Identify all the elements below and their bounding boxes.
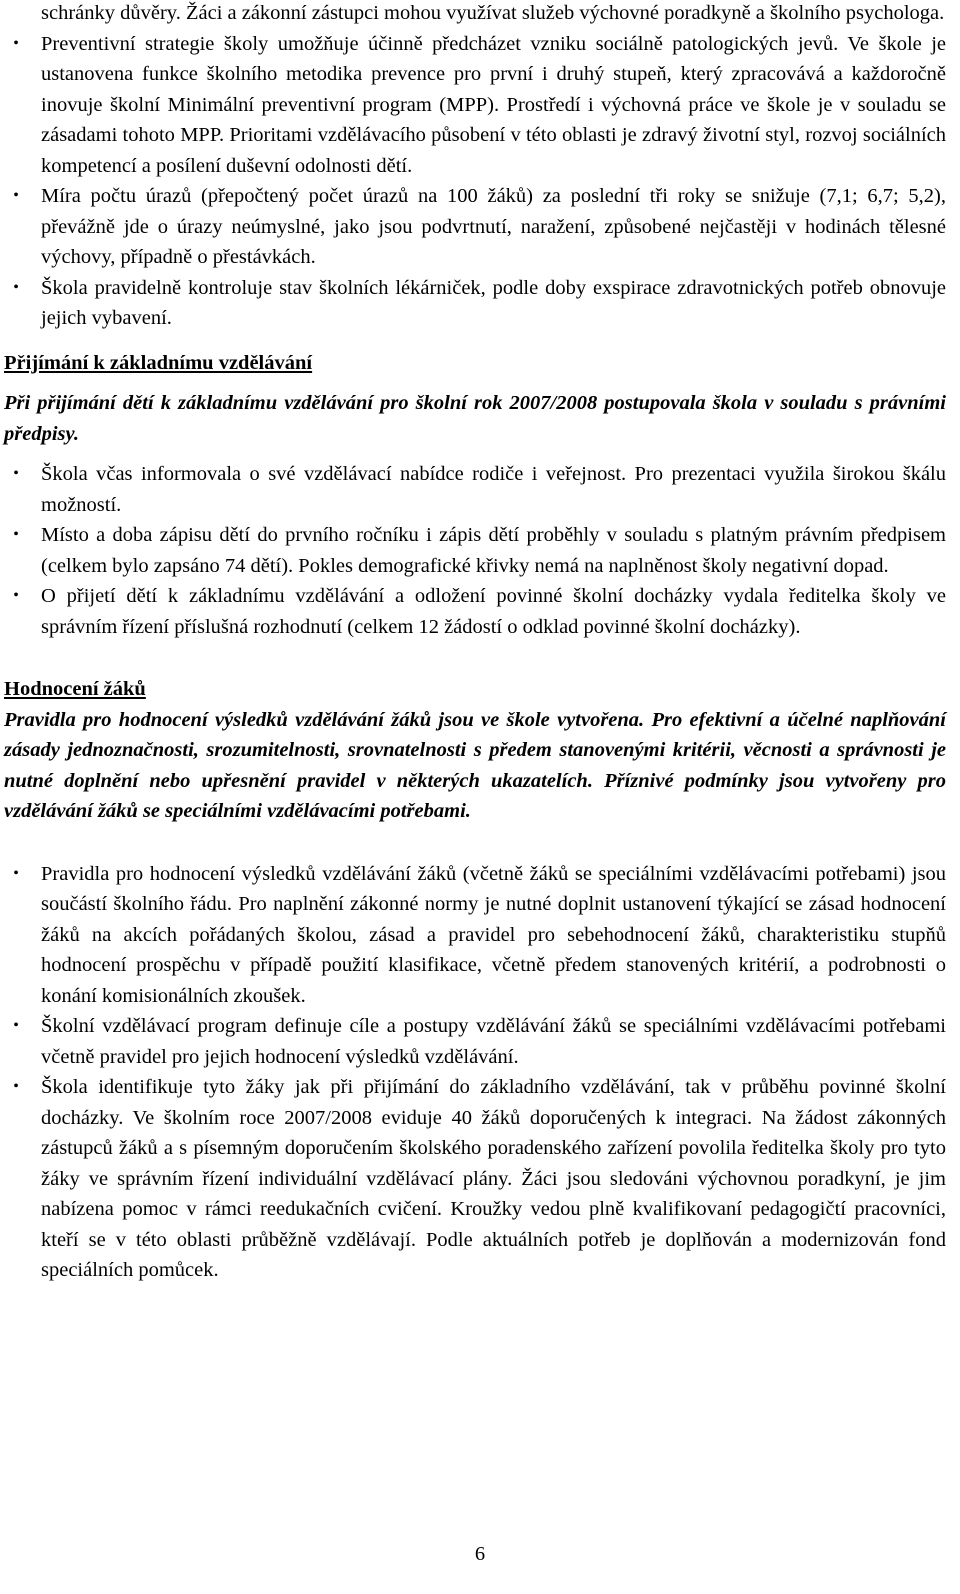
page-body	[4, 0, 946, 1286]
section-heading-assessment: Hodnocení žáků	[4, 678, 146, 700]
page-number: 6	[474, 1543, 486, 1565]
list-item-text: Místo a doba zápisu dětí do prvního ročníku i zápis dětí proběhly v souladu s platným právním předpisem (celkem bylo zapsáno 74 dětí). Pokles demografické křivky nemá na naplněnost školy negativní dopad.	[41, 524, 946, 577]
list-item	[4, 859, 946, 1012]
list-item	[4, 520, 946, 581]
bullet-icon: •	[13, 1017, 19, 1034]
list-item-text: Míra počtu úrazů (přepočtený počet úrazů na 100 žáků) za poslední tři roky se snižuje (7,1; 6,7; 5,2), převážně jde o úrazy neúmyslné, jako jsou podvrtnutí, naražení, způsobené nejčastěji v hodinách tělesné výchovy, případně o přestávkách.	[41, 185, 946, 268]
section-lead-assessment: Pravidla pro hodnocení výsledků vzdělávání žáků jsou ve škole vytvořena. Pro efektivní a účelné naplňování zásady jednoznačnosti, srozumitelnosti, srovnatelnosti s předem stanovenými kritérii, věcnosti a správnosti je nutné doplnění nebo upřesnění pravidel v některých ukazatelích. Příznivé podmínky jsou vytvořeny pro vzdělávání žáků se speciálními vzdělávacími potřebami.	[4, 708, 946, 822]
list-item-text: Škola včas informovala o své vzdělávací nabídce rodiče i veřejnost. Pro prezentaci využila širokou škálu možností.	[41, 463, 946, 516]
continuation-paragraph: schránky důvěry. Žáci a zákonní zástupci mohou využívat služeb výchovné poradkyně a školního psychologa.	[41, 2, 945, 24]
section-a-bullet-list	[4, 29, 946, 334]
list-item	[4, 581, 946, 642]
list-item-text: Školní vzdělávací program definuje cíle a postupy vzdělávání žáků se speciálními vzdělávacími potřebami včetně pravidel pro jejich hodnocení výsledků vzdělávání.	[41, 1015, 946, 1068]
list-item	[4, 273, 946, 334]
bullet-icon: •	[13, 465, 19, 482]
bullet-icon: •	[13, 187, 19, 204]
list-item	[4, 181, 946, 273]
section-b-bullet-list	[4, 459, 946, 642]
list-item-text: Škola pravidelně kontroluje stav školních lékárniček, podle doby exspirace zdravotnických potřeb obnovuje jejich vybavení.	[41, 276, 946, 329]
list-item	[4, 459, 946, 520]
list-item-text: Preventivní strategie školy umožňuje účinně předcházet vzniku sociálně patologických jevů. Ve škole je ustanovena funkce školního metodika prevence pro první i druhý stupeň, který zpracovává a každoročně inovuje školní Minimální preventivní program (MPP). Prostředí i výchovná práce ve škole je v souladu se zásadami tohoto MPP. Prioritami vzdělávacího působení v této oblasti je zdravý životní styl, rozvoj sociálních kompetencí a posílení duševní odolnosti dětí.	[41, 32, 946, 177]
bullet-icon: •	[13, 526, 19, 543]
list-item-text: Škola identifikuje tyto žáky jak při přijímání do základního vzdělávání, tak v průběhu povinné školní docházky. Ve školním roce 2007/2008 eviduje 40 žáků doporučených k integraci. Na žádost zákonných zástupců žáků a s písemným doporučením školského poradenského zařízení povolila ředitelka školy pro tyto žáky ve správním řízení individuální vzdělávací plány. Žáci jsou sledováni výchovnou poradkyní, je jim nabízena pomoc v rámci reedukačních cvičení. Kroužky vedou plně kvalifikovaní pedagogičtí pracovníci, kteří se v této oblasti průběžně vzdělávají. Podle aktuálních potřeb je doplňován a modernizován fond speciálních pomůcek.	[41, 1076, 946, 1281]
bullet-icon: •	[13, 587, 19, 604]
list-item-text: Pravidla pro hodnocení výsledků vzdělávání žáků (včetně žáků se speciálními vzdělávacími potřebami) jsou součástí školního řádu. Pro naplnění zákonné normy je nutné doplnit ustanovení týkající se zásad hodnocení žáků na akcích pořádaných školou, zásad a pravidel pro sebehodnocení žáků, charakteristiku stupňů hodnocení prospěchu v případě použití klasifikace, včetně předem stanovených kritérií, a podrobnosti o konání komisionálních zkoušek.	[41, 862, 946, 1007]
bullet-icon: •	[13, 1078, 19, 1095]
section-heading-admission: Přijímání k základnímu vzdělávání	[4, 351, 313, 374]
section-lead-admission: Při přijímání dětí k základnímu vzdělávání pro školní rok 2007/2008 postupovala škola v souladu s právními předpisy.	[4, 392, 946, 445]
bullet-icon: •	[13, 34, 19, 52]
list-item-text: O přijetí dětí k základnímu vzdělávání a odložení povinné školní docházky vydala ředitelka školy ve správním řízení příslušná rozhodnutí (celkem 12 žádostí o odklad povinné školní docházky).	[41, 585, 946, 638]
bullet-icon: •	[13, 278, 19, 296]
section-c-bullet-list	[4, 859, 946, 1286]
list-item	[4, 1011, 946, 1072]
list-item	[4, 29, 946, 182]
bullet-icon: •	[13, 864, 19, 882]
list-item	[4, 1072, 946, 1286]
